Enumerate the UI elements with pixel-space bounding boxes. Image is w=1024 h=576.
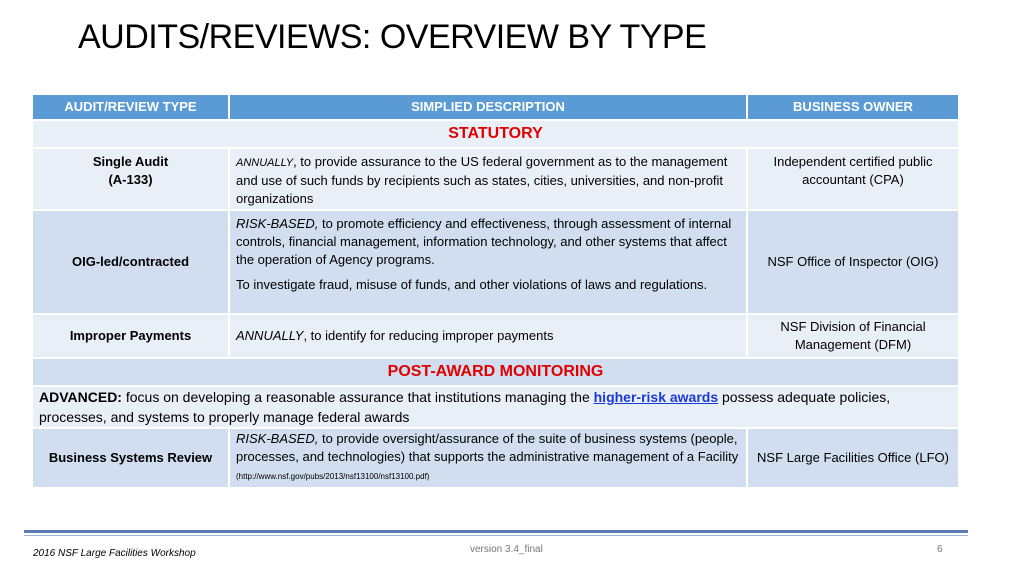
frequency-label: ANNUALLY — [236, 328, 304, 343]
table-row-improper-payments — [32, 314, 959, 358]
type-cell: OIG-led/contracted — [32, 210, 229, 314]
advanced-cell — [32, 386, 959, 428]
owner-cell: Independent certified public accountant (CPA) — [747, 148, 959, 210]
header-audit-type: AUDIT/REVIEW TYPE — [32, 94, 229, 120]
description-text: , to provide assurance to the US federal government as to the management and use of such funds by recipients such as states, cities, universities, and non-profit organizations — [236, 154, 728, 206]
table-header-row — [32, 94, 959, 120]
frequency-label: RISK-BASED, — [236, 431, 319, 446]
frequency-label: RISK-BASED, — [236, 216, 319, 231]
section-title-post-award: POST-AWARD MONITORING — [32, 358, 959, 386]
type-line: Single Audit — [92, 154, 169, 169]
header-description: SIMPLIED DESCRIPTION — [229, 94, 747, 120]
type-cell — [32, 148, 229, 210]
table-row-single-audit — [32, 148, 959, 210]
description-cell — [229, 428, 747, 488]
section-row-statutory — [32, 120, 959, 148]
owner-cell: NSF Division of Financial Management (DFM) — [747, 314, 959, 358]
footer-divider-thin — [24, 535, 968, 536]
description-text: , to identify for reducing improper payments — [303, 328, 554, 343]
header-business-owner: BUSINESS OWNER — [747, 94, 959, 120]
table-row-oig — [32, 210, 959, 314]
type-cell: Business Systems Review — [32, 428, 229, 488]
table-row-advanced — [32, 386, 959, 428]
advanced-text: possess adequate policies, processes, and systems to properly manage federal awards — [39, 389, 891, 425]
table-row-business-systems-review — [32, 428, 959, 488]
description-text: To investigate fraud, misuse of funds, and other violations of laws and regulations. — [236, 277, 708, 292]
type-line: (A-133) — [108, 172, 153, 187]
description-cell — [229, 314, 747, 358]
section-title-statutory: STATUTORY — [32, 120, 959, 148]
footer-event-name: 2016 NSF Large Facilities Workshop — [33, 548, 196, 559]
advanced-text: focus on developing a reasonable assurance that institutions managing the — [121, 389, 594, 405]
description-text: to promote efficiency and effectiveness, through assessment of internal controls, financial management, information technology, and other systems that affect the operation of Agency programs. — [236, 216, 732, 267]
owner-cell: NSF Large Facilities Office (LFO) — [747, 428, 959, 488]
type-cell: Improper Payments — [32, 314, 229, 358]
footer-divider — [24, 530, 968, 533]
description-text: to provide oversight/assurance of the suite of business systems (people, processes, and technologies) that supports the administrative management of a Facility — [236, 431, 739, 464]
frequency-label: ANNUALLY — [236, 157, 294, 169]
description-cell — [229, 210, 747, 314]
footer-version: version 3.4_final — [470, 544, 543, 555]
advanced-label: ADVANCED: — [39, 389, 122, 405]
audit-overview-table — [31, 93, 960, 489]
description-cell — [229, 148, 747, 210]
owner-cell: NSF Office of Inspector (OIG) — [747, 210, 959, 314]
page-title: AUDITS/REVIEWS: OVERVIEW BY TYPE — [78, 18, 707, 56]
reference-url: (http://www.nsf.gov/pubs/2013/nsf13100/nsf13100.pdf) — [236, 472, 430, 481]
page-number: 6 — [937, 544, 943, 555]
section-row-post-award — [32, 358, 959, 386]
higher-risk-awards-link[interactable]: higher-risk awards — [593, 389, 719, 405]
